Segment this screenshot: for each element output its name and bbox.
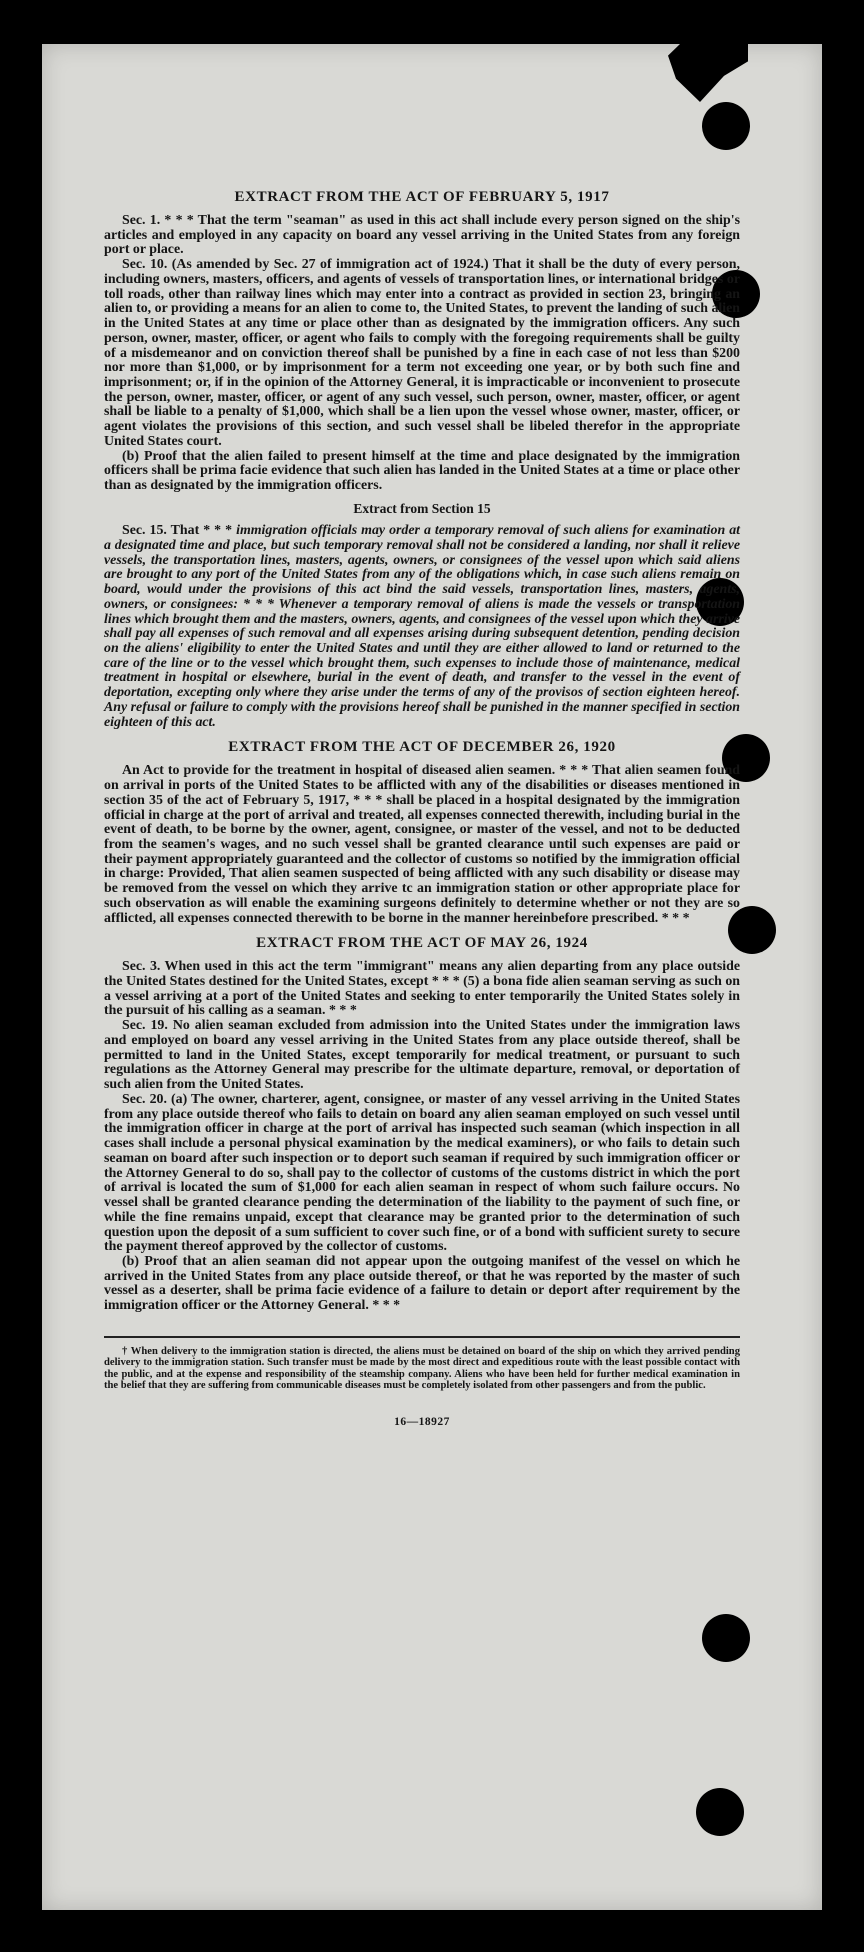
footnote-divider [104,1336,740,1338]
section-15-body: immigration officials may order a temporary removal of such aliens for examination at a designated time and place, but such temporary removal shall not be considered a landing, nor shall it relieve vessels, the transportation lines, masters, agents, owners, or consignees of the vessel upon which said aliens are brought to any port of the United States from any of the obligations which, in case such aliens remain on board, would under the provisions of this act bind the said vessels, transportation lines, masters, agents, owners, or consignees: * * * Whenever a temporary removal of aliens is made the vessels or transportation lines which brought them and the masters, owners, agents, and consignees of the vessel upon which they arrive shall pay all expenses of such removal and all expenses arising during subsequent detention, pending decision on the aliens' eligibility to enter the United States and until they are either allowed to land or returned to the care of the line or to the vessel which brought them, such expenses to include those of maintenance, medical treatment in hospital or elsewhere, burial in the event of death, and transfer to the vessel in the event of deportation, excepting only where they arise under the terms of any of the provisos of section eighteen hereof. Any refusal or failure to comply with the provisions hereof shall be punished in the manner specified in section eighteen of this act. [104,523,740,730]
footnote: † When delivery to the immigration station is directed, the aliens must be detained on board of the ship on which they arrived pending delivery to the immigration station. Such transfer must be made by the most direct and expeditious route with the least possible contact with the public, and at the expense and responsibility of the steamship company. Aliens who have been held for further medical examination in the belief that they are suffering from communicable diseases must be completely isolated from other passengers and from the public. [104,1345,740,1392]
page-number: 16—18927 [394,1415,450,1428]
torn-corner [668,44,748,102]
punch-hole [702,102,750,150]
punch-hole [696,1788,744,1836]
section-15-lead: Sec. 15. That * * * [122,523,233,539]
heading-act-1920: EXTRACT FROM THE ACT OF DECEMBER 26, 1920 [228,739,616,756]
section-3-paragraph: Sec. 3. When used in this act the term "immigrant" means any alien departing from any place outside the United States destined for the United States, except * * * (5) a bona fide alien seaman serving as such on a vessel arriving at a port of the United States and seeking to enter temporarily the United States solely in the pursuit of his calling as a seaman. * * * [104,959,740,1019]
section-1-paragraph: Sec. 1. * * * That the term "seaman" as used in this act shall include every person signed on the ship's articles and employed in any capacity on board any vessel arriving in the United States from any foreign port or place. [104,212,740,258]
section-20-paragraph: Sec. 20. (a) The owner, charterer, agent, consignee, or master of any vessel arriving in the United States from any place outside thereof who fails to detain on board any alien seaman employed on such vessel until the immigration officer in charge at the port of arrival has inspected such seaman (which inspection in all cases shall include a personal physical examination by the medical examiners), or who fails to detain such seaman on board after such inspection or to deport such seaman if required by such immigration officer or the Attorney General to do so, shall pay to the collector of customs of the customs district in which the port of arrival is located the sum of $1,000 for each alien seaman in respect of whom such failure occurs. No vessel shall be granted clearance pending the determination of the liability to the payment of such fine, or while the fine remains unpaid, except that clearance may be granted prior to the determination of such question upon the deposit of a sum sufficient to cover such fine, or of a bond with sufficient surety to secure the payment thereof approved by the collector of customs. [104,1091,740,1255]
section-10-paragraph: Sec. 10. (As amended by Sec. 27 of immigration act of 1924.) That it shall be the duty of every person, including owners, masters, officers, and agents of vessels of transportation lines, or international bridges or toll roads, other than railway lines which may enter into a contract as provided in section 23, bringing an alien to, or providing a means for an alien to come to, the United States, to prevent the landing of such alien in the United States at any time or place other than as designated by the immigration officers. Any such person, owner, master, officer, or agent who fails to comply with the foregoing requirements shall be guilty of a misdemeanor and on conviction thereof shall be punished by a fine in each case of not less than $200 nor more than $1,000, or by imprisonment for a term not exceeding one year, or by both such fine and imprisonment; or, if in the opinion of the Attorney General, it is impracticable or inconvenient to prosecute the person, owner, master, officer, or agent of any such vessel, such person, owner, master, officer, or agent shall be liable to a penalty of $1,000, which shall be a lien upon the vessel whose owner, master, officer, or agent violates the provisions of this section, and such vessel shall be libeled therefor in the appropriate United States court. [104,257,740,449]
heading-act-1917: EXTRACT FROM THE ACT OF FEBRUARY 5, 1917 [234,189,610,205]
act-1920-paragraph: An Act to provide for the treatment in hospital of diseased alien seamen. * * * That alien seamen found on arrival in ports of the United States to be afflicted with any of the disabilities or diseases mentioned in section 35 of the act of February 5, 1917, * * * shall be placed in a hospital designated by the immigration official in charge at the port of arrival and treated, all expenses connected therewith, including burial in the event of death, to be borne by the owner, agent, consignee, or master of the vessel, and not to be deducted from the seamen's wages, and no such vessel shall be granted clearance until such expenses are paid or their payment appropriately guaranteed and the collector of customs so notified by the immigration official in charge: Provided, That alien seamen suspected of being afflicted with any such disability or disease may be removed from the vessel on which they arrive tc an immigration station or other appropriate place for such observation as will enable the examining surgeons definitely to determine whether or not they are so afflicted, all expenses connected therewith to be borne in the manner hereinbefore prescribed. * * * [104,763,740,926]
heading-act-1924: EXTRACT FROM THE ACT OF MAY 26, 1924 [256,935,588,952]
section-20b-paragraph: (b) Proof that an alien seaman did not appear upon the outgoing manifest of the vessel on which he arrived in the United States from any place outside thereof, or that he was reported by the master of such vessel as a deserter, shall be prima facie evidence of a failure to detain or deport after requirement by the immigration officer or the Attorney General. * * * [104,1253,740,1314]
subheading-section-15: Extract from Section 15 [353,500,491,516]
punch-hole [702,1614,750,1662]
section-10b-paragraph: (b) Proof that the alien failed to present himself at the time and place designated by the immigration officers shall be prima facie evidence that such alien has landed in the United States at a time or place other than as designated by the immigration officers. [104,448,740,494]
section-19-paragraph: Sec. 19. No alien seaman excluded from admission into the United States under the immigration laws and employed on board any vessel arriving in the United States from any place outside thereof, shall be permitted to land in the United States, except temporarily for medical treatment, or pursuant to such regulations as the Attorney General may prescribe for the ultimate departure, removal, or deportation of such alien from the United States. [104,1018,740,1093]
section-15-paragraph [104,524,740,730]
document-text [104,190,740,1428]
